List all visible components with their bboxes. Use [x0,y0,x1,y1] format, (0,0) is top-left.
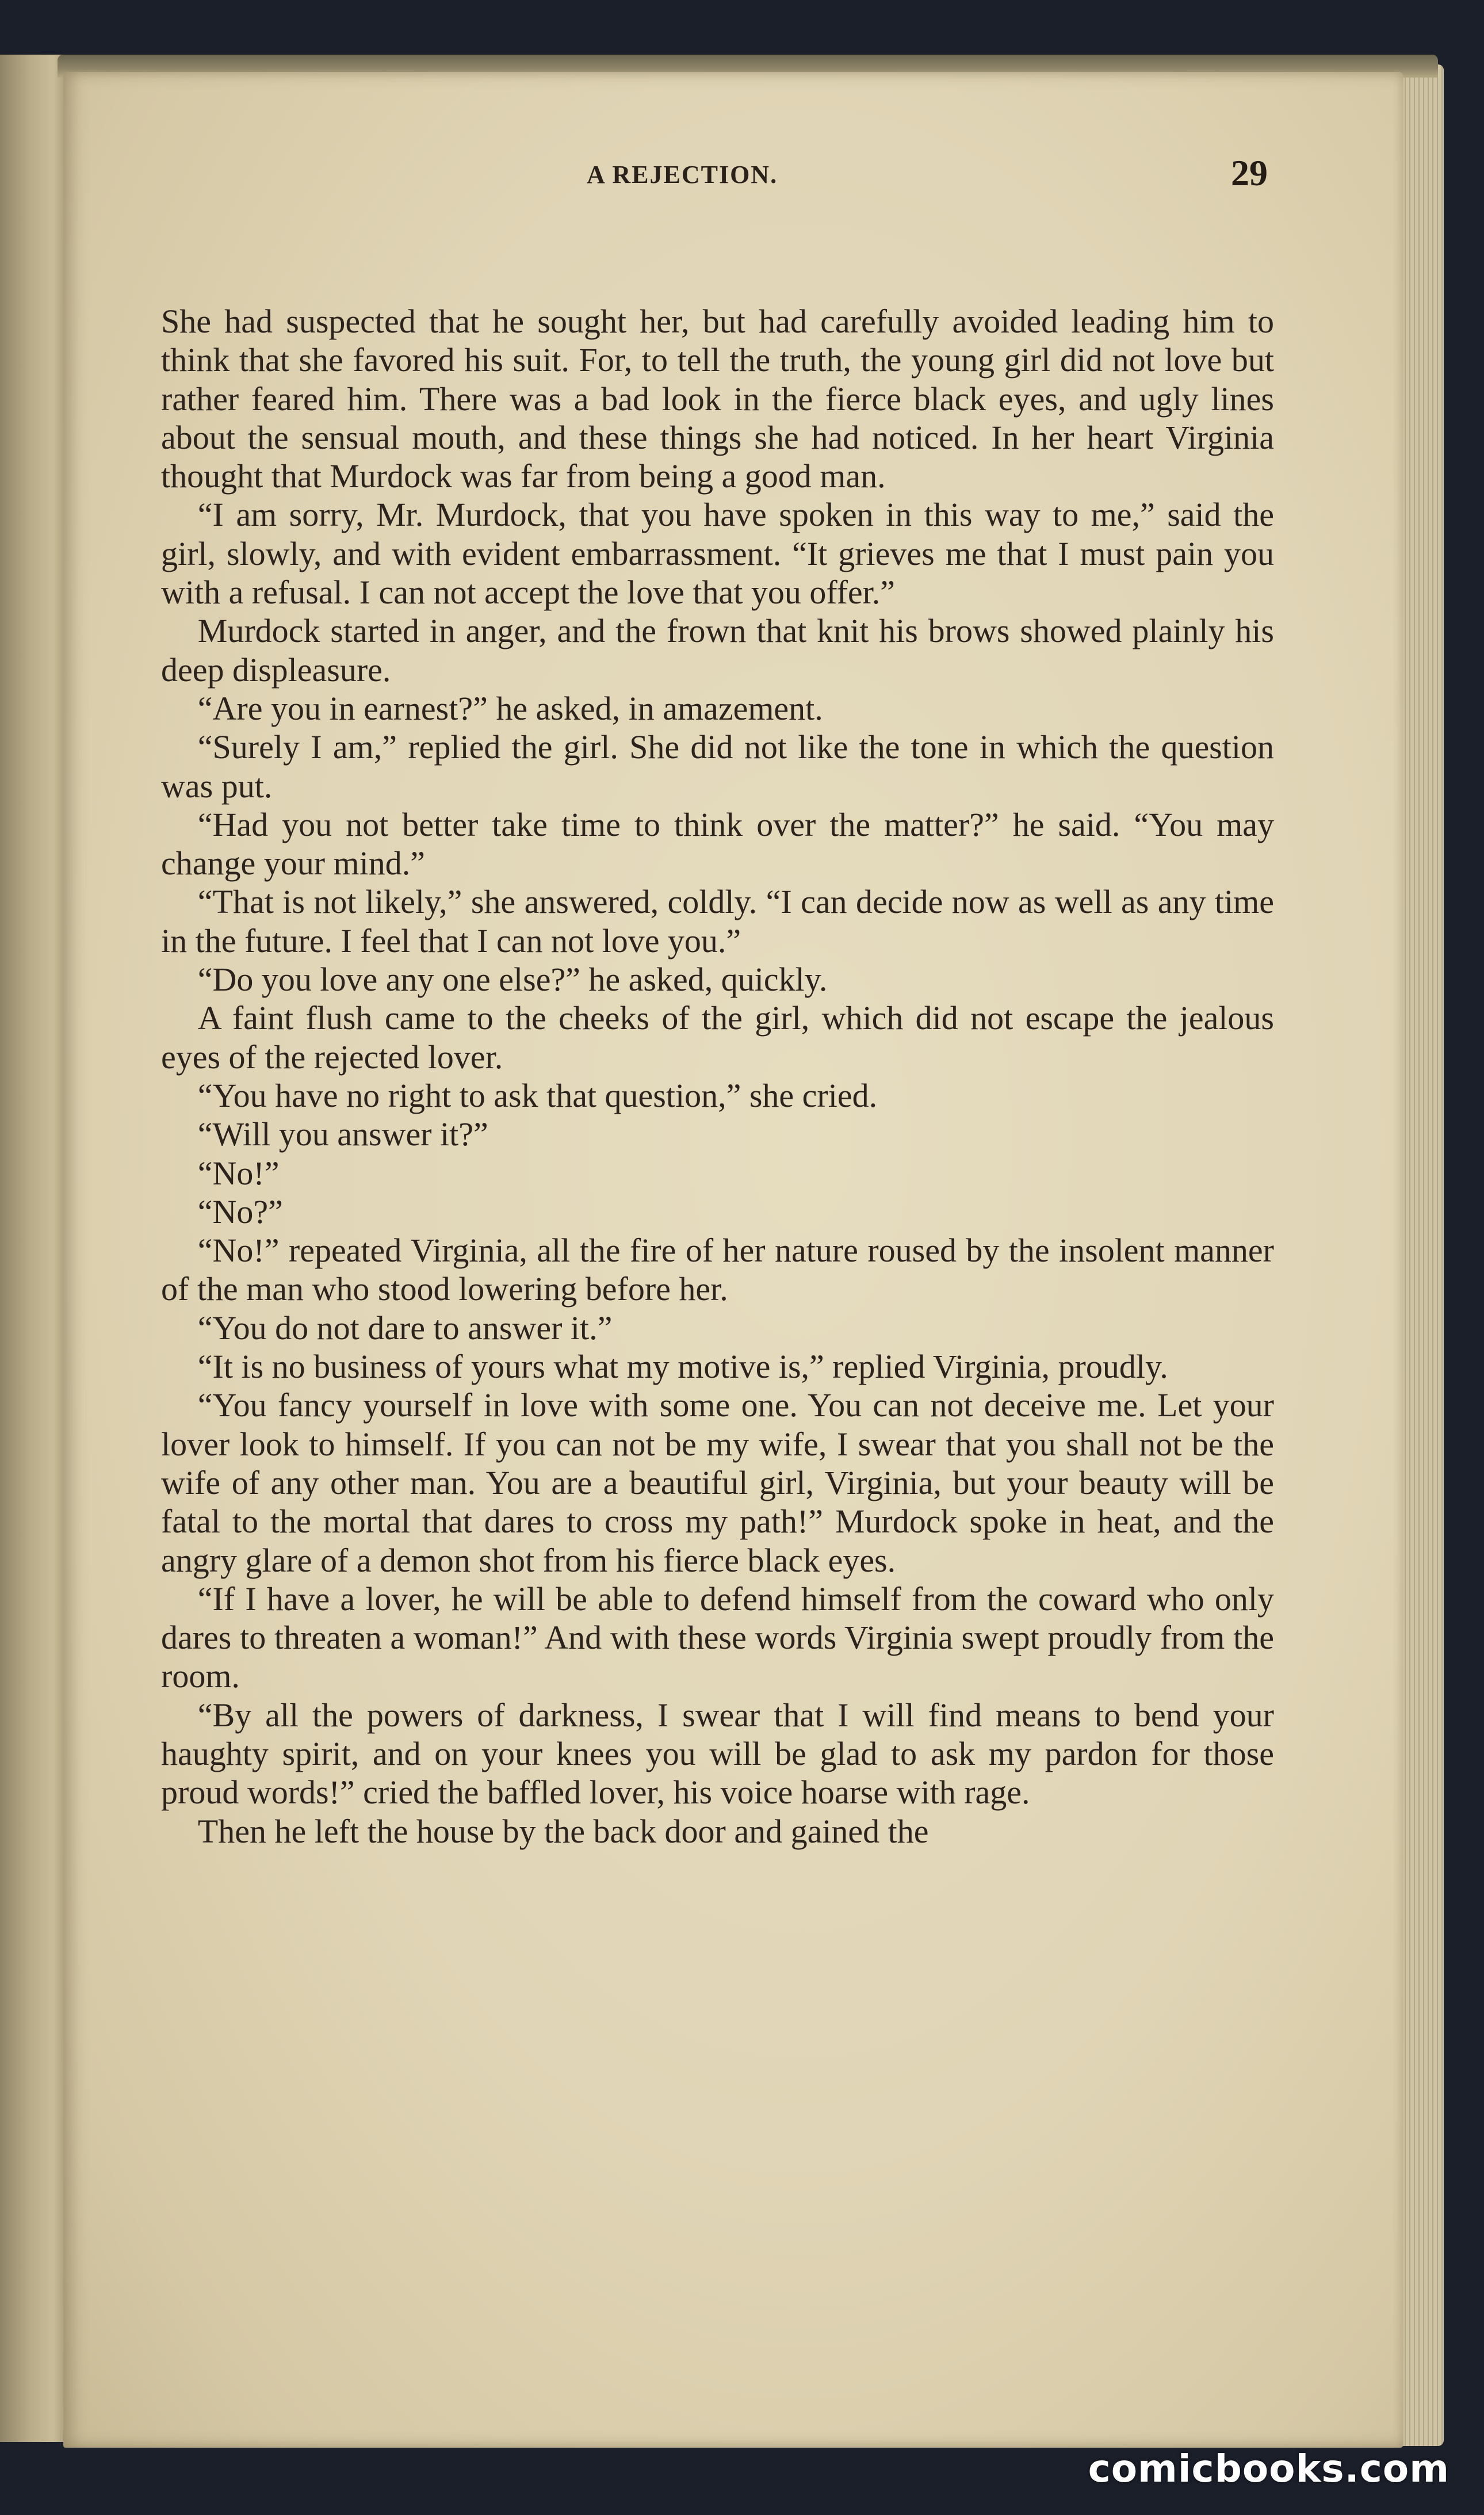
paragraph: “No?” [197,1192,283,1230]
paragraph: “It is no business of yours what my motive is,” replied Virginia, proudly. [197,1348,1168,1386]
site-watermark: comicbooks.com [1088,2447,1449,2491]
paragraph: “If I have a lover, he will be able to defend himself from the coward who only dares to threaten a woman!” And with these words Virginia swept proudly from the room. [161,1580,1274,1695]
page-number: 29 [1231,152,1268,193]
show-through-texture [1317,221,1398,2062]
paragraph: “I am sorry, Mr. Murdock, that you have spoken in this way to me,” said the girl, slowly, and with evident embarrassment. “It grieves me that I must pain you with a refusal. I can not accept the love that you offer.” [161,496,1274,611]
paragraph: “You have no right to ask that question,” she cried. [197,1076,878,1114]
paragraph: “You do not dare to answer it.” [197,1309,613,1347]
paragraph: “You fancy yourself in love with some one. You can not deceive me. Let your lover look to himself. If you can not be my wife, I swear that you shall not be the wife of any other man. You are a beautiful girl, Virginia, but your beauty will be fatal to the mortal that dares to cross my path!” Murdock spoke in heat, and the angry glare of a demon shot from his fierce black eyes. [161,1386,1274,1579]
paragraph: “By all the powers of darkness, I swear that I will find means to bend your haughty spirit, and on your knees you will be glad to ask my pardon for those proud words!” cried the baffled lover, his voice hoarse with rage. [161,1696,1274,1811]
paragraph: “Do you love any one else?” he asked, quickly. [197,961,828,999]
paragraph: Murdock started in anger, and the frown that knit his brows showed plainly his deep displeasure. [161,612,1274,689]
paragraph: “Will you answer it?” [197,1115,488,1153]
paragraph: “Are you in earnest?” he asked, in amazement. [197,689,823,727]
chapter-title: A REJECTION. [587,160,778,189]
paragraph: “No!” repeated Virginia, all the fire of her nature roused by the insolent manner of the man who stood lowering before her. [161,1232,1274,1308]
paragraph: She had suspected that he sought her, but had carefully avoided leading him to think that she favored his suit. For, to tell the truth, the young girl did not love but rather feared him. There was a bad look in the fierce black eyes, and ugly lines about the sensual mouth, and these things she had noticed. In her heart Virginia thought that Murdock was far from being a good man. [161,303,1274,495]
paragraph: A faint flush came to the cheeks of the girl, which did not escape the jealous eyes of the rejected lover. [161,999,1274,1076]
body-text [161,302,1274,1851]
paragraph: Then he left the house by the back door and gained the [197,1812,929,1850]
previous-page-edge [0,55,66,2442]
paragraph: “No!” [197,1154,280,1192]
paragraph: “Surely I am,” replied the girl. She did not like the tone in which the question was put. [161,728,1274,805]
running-head [0,148,1484,200]
paragraph: “Had you not better take time to think over the matter?” he said. “You may change your mind.” [161,805,1274,882]
paragraph: “That is not likely,” she answered, coldly. “I can decide now as well as any time in the future. I feel that I can not love you.” [161,883,1274,960]
